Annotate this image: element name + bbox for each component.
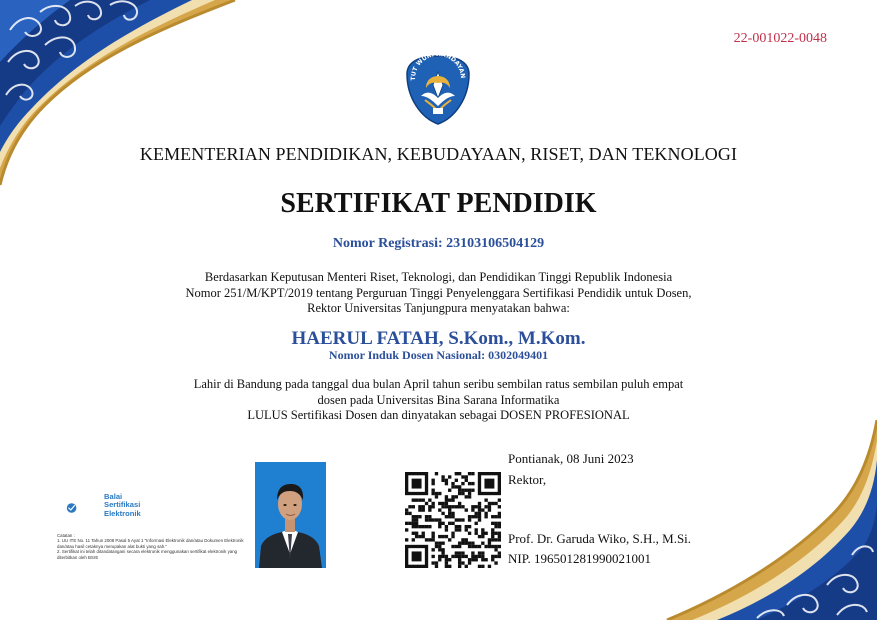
basis-line: Berdasarkan Keputusan Menteri Riset, Teknologi, dan Pendidikan Tinggi Republik Indonesia	[204, 270, 673, 284]
basis-line: Nomor 251/M/KPT/2019 tentang Perguruan Tinggi Penyelenggara Sertifikasi Pendidik untuk Dosen,	[185, 285, 692, 300]
verification-qr-code	[405, 472, 501, 568]
ministry-name: KEMENTERIAN PENDIDIKAN, KEBUDAYAAN, RISET, DAN TEKNOLOGI	[139, 144, 738, 164]
bottom-right-batik-decoration	[637, 420, 877, 620]
bsre-logo-text	[104, 493, 141, 518]
top-left-batik-decoration	[0, 0, 240, 200]
bsre-line: Elektronik	[104, 508, 141, 518]
recipient-photo	[255, 462, 326, 568]
bsre-line: Balai	[104, 492, 123, 501]
legal-note	[57, 533, 253, 560]
place-and-date: Pontianak, 08 Juni 2023	[508, 451, 634, 466]
bsre-logo-mark	[66, 490, 102, 526]
certificate-serial-number: 22-001022-0048	[733, 31, 827, 46]
signer-nip: NIP. 196501281990021001	[508, 551, 652, 566]
note-item: 1. UU ITE No. 11 Tahun 2008 Pasal 5 Ayat 1 "Informasi Elektronik dan/atau Dokumen Elektronik dan/atau hasil cetaknya merupakan alat bukti yang sah."	[57, 538, 244, 549]
certificate-title: SERTIFIKAT PENDIDIK	[280, 188, 597, 219]
note-item: 2. Sertifikat ini telah ditandatangani secara elektronik menggunakan sertifikat elektronik yang diterbitkan oleh BSrE	[57, 549, 238, 560]
note-heading: Catatan :	[57, 533, 75, 538]
recipient-nidn: Nomor Induk Dosen Nasional: 0302049401	[328, 348, 549, 362]
tut-wuri-handayani-emblem	[399, 52, 477, 128]
recipient-name: HAERUL FATAH, S.Kom., M.Kom.	[291, 328, 586, 349]
emblem-motto: TUT WURI HANDAYAN	[409, 52, 467, 81]
decree-basis	[0, 270, 877, 317]
statement-line: LULUS Sertifikasi Dosen dan dinyatakan sebagai DOSEN PROFESIONAL	[247, 408, 630, 422]
signer-name: Prof. Dr. Garuda Wiko, S.H., M.Si.	[508, 531, 692, 546]
registration-number: Nomor Registrasi: 23103106504129	[332, 236, 545, 251]
bsre-line: Sertifikasi	[104, 500, 141, 510]
statement-line: dosen pada Universitas Bina Sarana Informatika	[317, 392, 560, 407]
certification-statement	[0, 377, 877, 424]
basis-line: Rektor Universitas Tanjungpura menyatakan bahwa:	[307, 301, 570, 315]
signer-role: Rektor,	[508, 472, 547, 487]
statement-line: Lahir di Bandung pada tanggal dua bulan April tahun seribu sembilan ratus sembilan puluh empat	[193, 377, 684, 391]
